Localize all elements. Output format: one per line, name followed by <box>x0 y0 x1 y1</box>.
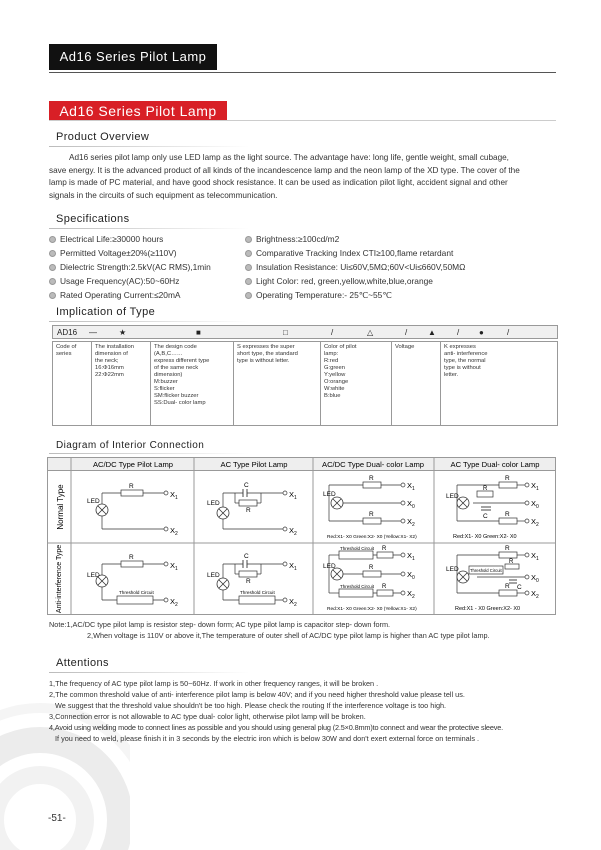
label-r: R <box>505 475 510 482</box>
spec-item <box>245 288 555 302</box>
label-r: R <box>505 583 510 590</box>
label-threshold: Threshold Circuit <box>240 590 275 595</box>
page-number: -51- <box>48 813 66 824</box>
header-divider <box>49 72 556 73</box>
spec-text: Brightness:≥100cd/m2 <box>256 234 340 244</box>
label-led: LED <box>446 566 459 573</box>
bullet-icon <box>245 278 252 285</box>
label-x1: $X_1$ <box>170 561 178 572</box>
label-x2: $X_2$ <box>407 517 415 528</box>
label-x0: $X_0$ <box>531 499 539 510</box>
label-x1: $X_1$ <box>289 490 297 501</box>
cell-color: Color of pilot lamp: R:red G:green Y:yellow O:orange W:white B:blue <box>321 342 392 426</box>
label-threshold: Threshold Circuit <box>340 584 375 589</box>
attention-line: If you need to weld, please finish it in 3 seconds by the electric iron which is below 30W and don't exert external force on terminals . <box>55 734 480 743</box>
specs-left-list <box>49 232 269 302</box>
label-x2: $X_2$ <box>531 589 539 600</box>
note-line: 2,When voltage is 110V or above it,The temperature of outer shell of AC/DC type pilot lamp is higher than AC type pilot lamp. <box>87 630 490 640</box>
label-r: R <box>483 486 488 492</box>
label-threshold: Threshold Circuit <box>470 568 502 573</box>
overview-underline <box>49 146 249 147</box>
cell-code-series: Code of series <box>53 342 92 426</box>
col-ac-pilot: AC Type Pilot Lamp <box>220 460 288 469</box>
bullet-icon <box>245 292 252 299</box>
code-square: ■ <box>196 328 201 337</box>
code-filled-triangle: ▲ <box>428 328 436 337</box>
row-anti: Anti-interference Type <box>56 544 63 614</box>
bullet-icon <box>49 292 56 299</box>
attentions-heading: Attentions <box>56 657 109 669</box>
cell-voltage: Voltage <box>392 342 441 426</box>
label-r: R <box>509 559 514 565</box>
label-r: R <box>505 511 510 518</box>
code-slash: / <box>331 328 334 337</box>
section-divider <box>49 120 556 121</box>
diagram-heading: Diagram of Interior Connection <box>56 440 205 451</box>
label-r: R <box>382 546 387 552</box>
code-slash: / <box>405 328 408 337</box>
label-r: R <box>129 483 134 490</box>
spec-item <box>49 260 269 274</box>
attention-line: 2,The common threshold value of anti- interference pilot lamp is below 40V; and if you need higher threshold value please tell us. <box>49 690 465 699</box>
spec-text: Dielectric Strength:2.5kV(AC RMS),1min <box>60 262 211 272</box>
spec-item <box>245 260 555 274</box>
specs-right-list <box>245 232 555 302</box>
label-c: C <box>244 553 249 560</box>
bullet-icon <box>49 250 56 257</box>
label-x1: $X_1$ <box>170 490 178 501</box>
overview-line: save energy. It is the advanced product of all kinds of the incandescence lamp and the neon lamp of the XD type. The cover of the <box>49 165 520 175</box>
code-triangle: △ <box>367 328 374 337</box>
spec-item <box>49 246 269 260</box>
bullet-icon <box>245 264 252 271</box>
label-x0: $X_0$ <box>407 499 415 510</box>
overview-line: signals in the circuits of such equipment as telecommunication. <box>49 190 278 200</box>
cell-design-code: The design code (A,B,C…… express different type of the same neck dimension) M:buzzer S:flicker SM:flicker buzzer SS:Dual- color lamp <box>151 342 234 426</box>
caption-acdc-normal: Red:X1- X0 Green:X2- X0 (Yellow:X1- X2) <box>327 535 417 540</box>
spec-text: Insulation Resistance: Ui≤60V,5MΩ;60V<Ui≤660V,50MΩ <box>256 262 466 272</box>
label-x2: $X_2$ <box>170 597 178 608</box>
header-title: Ad16 Series Pilot Lamp <box>49 44 217 70</box>
spec-text: Operating Temperature:- 25℃~55℃ <box>256 290 392 300</box>
label-threshold: Threshold Circuit <box>119 590 154 595</box>
caption-ac-normal: Red:X1- X0 Green:X2- X0 <box>453 534 517 540</box>
section-title: Ad16 Series Pilot Lamp <box>49 101 227 121</box>
caption-acdc-anti: Red:X1- X0 Green:X2- X0 (Yellow:X1- X2) <box>327 607 417 612</box>
label-r: R <box>129 554 134 561</box>
spec-text: Light Color: red, green,yellow,white,blue,orange <box>256 276 433 286</box>
spec-text: Permitted Voltage±20%(≥110V) <box>60 248 177 258</box>
label-c: C <box>483 513 488 520</box>
label-x1: $X_1$ <box>289 561 297 572</box>
label-led: LED <box>207 572 220 579</box>
label-r: R <box>382 584 387 590</box>
bullet-icon <box>49 264 56 271</box>
interior-connection-diagram <box>47 457 556 615</box>
label-x1: $X_1$ <box>407 481 415 492</box>
specifications-heading: Specifications <box>56 213 130 225</box>
spec-item <box>245 274 555 288</box>
bullet-icon <box>49 236 56 243</box>
col-acdc-dual: AC/DC Type Dual- color Lamp <box>322 460 424 469</box>
label-r: R <box>246 507 251 514</box>
overview-line: lamp is made of PC material, and have good shock resistance. It can be used as indication pilot light, accident signal and other <box>49 178 508 187</box>
bullet-icon <box>49 278 56 285</box>
spec-item <box>245 232 555 246</box>
label-r: R <box>369 565 374 571</box>
label-led: LED <box>87 498 100 505</box>
bullet-icon <box>245 236 252 243</box>
attention-line: 3,Connection error is not allowable to AC type dual- color light, otherwise pilot lamp will be broken. <box>49 712 366 721</box>
implication-heading: Implication of Type <box>56 306 156 318</box>
label-x2: $X_2$ <box>289 597 297 608</box>
label-x2: $X_2$ <box>531 517 539 528</box>
notes <box>49 620 559 641</box>
spec-item <box>49 288 269 302</box>
label-r: R <box>369 511 374 518</box>
overview-text <box>49 152 559 202</box>
cell-super-short: S expresses the super short type, the standard type is without letter. <box>234 342 321 426</box>
bullet-icon <box>245 250 252 257</box>
label-threshold: Threshold Circuit <box>340 546 375 551</box>
spec-item <box>245 246 555 260</box>
label-x1: $X_1$ <box>531 481 539 492</box>
label-x2: $X_2$ <box>170 526 178 537</box>
code-hollow-square: □ <box>283 328 288 337</box>
code-series: AD16 <box>57 328 78 337</box>
label-x1: $X_1$ <box>407 551 415 562</box>
code-dash: — <box>89 328 97 337</box>
label-r: R <box>369 475 374 482</box>
label-r: R <box>246 578 251 585</box>
type-implication-table <box>52 341 558 426</box>
attention-line: 4,Avoid using welding mode to connect lines as possible and you should using general plug (2.5×0.8mm)to connect and wear the protective sleeve. <box>49 723 504 732</box>
label-led: LED <box>207 500 220 507</box>
spec-text: Comparative Tracking Index CTI≥100,flame retardant <box>256 248 454 258</box>
spec-item <box>49 274 269 288</box>
overview-line: Ad16 series pilot lamp only use LED lamp as the light source. The advantage have: long life, gentle weight, small cubage, <box>69 153 509 162</box>
label-led: LED <box>87 572 100 579</box>
row-normal: Normal Type <box>56 484 65 530</box>
label-led: LED <box>323 563 336 570</box>
implication-underline <box>49 321 249 322</box>
label-x2: $X_2$ <box>289 526 297 537</box>
attention-line: We suggest that the threshold value shouldn't be too high. Please check the routing If the interference voltage is too high. <box>55 701 447 710</box>
label-x0: $X_0$ <box>407 570 415 581</box>
cell-anti-interference: K expresses anti- interference type, the normal type is without letter. <box>441 342 558 426</box>
caption-ac-anti: Red:X1 - X0 Green:X2- X0 <box>455 606 521 612</box>
label-x2: $X_2$ <box>407 589 415 600</box>
specifications-underline <box>49 228 249 229</box>
label-x0: $X_0$ <box>531 573 539 584</box>
code-star: ★ <box>119 328 127 337</box>
code-slash: / <box>507 328 510 337</box>
diagram-underline <box>49 453 249 454</box>
spec-text: Usage Frequency(AC):50~60Hz <box>60 276 180 286</box>
code-circle: ● <box>479 328 484 337</box>
code-slash: / <box>457 328 460 337</box>
attentions-list <box>49 678 564 744</box>
type-code-bar <box>52 325 558 339</box>
label-c: C <box>244 482 249 489</box>
label-led: LED <box>323 491 336 498</box>
col-acdc-pilot: AC/DC Type Pilot Lamp <box>92 460 174 469</box>
spec-item <box>49 232 269 246</box>
col-ac-dual: AC Type Dual- color Lamp <box>450 460 540 469</box>
label-c: C <box>517 584 522 591</box>
spec-text: Rated Operating Current:≤20mA <box>60 290 181 300</box>
overview-heading: Product Overview <box>56 131 150 143</box>
attentions-underline <box>49 672 249 673</box>
label-x1: $X_1$ <box>531 551 539 562</box>
note-line: Note:1,AC/DC type pilot lamp is resistor step- down form; AC type pilot lamp is capacitor step- down form. <box>49 620 391 629</box>
cell-installation: The installation dimension of the neck; 16:Φ16mm 22:Φ22mm <box>92 342 151 426</box>
label-led: LED <box>446 493 459 500</box>
label-r: R <box>505 545 510 552</box>
attention-line: 1,The frequency of AC type pilot lamp is 50~60Hz. If work in other frequency ranges, it will be broken . <box>49 679 379 688</box>
spec-text: Electrical Life:≥30000 hours <box>60 234 164 244</box>
